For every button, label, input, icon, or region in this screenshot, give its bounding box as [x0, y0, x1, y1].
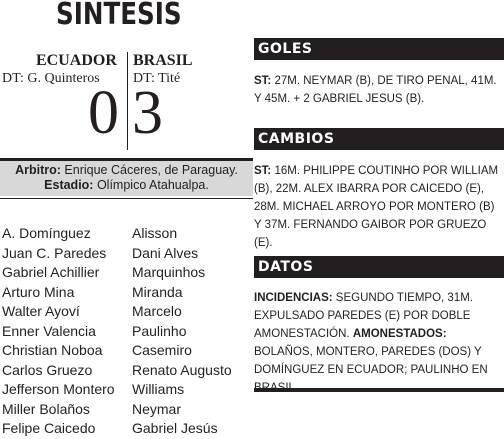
home-score: 0	[88, 79, 119, 147]
incidents-detail: SEGUNDO TIEMPO, 31M. EXPULSADO PAREDES (E) POR DOBLE AMONESTACIÓN.	[254, 292, 473, 340]
player-name: Miranda	[132, 283, 183, 300]
away-coach: DT: Tité	[133, 71, 181, 86]
goals-lead: ST:	[254, 75, 272, 87]
player-name: Walter Ayoví	[2, 303, 80, 319]
stadium-line	[0, 178, 253, 193]
player-name: Marquinhos	[132, 264, 206, 280]
player-name: Christian Noboa	[2, 342, 103, 358]
substitutions-heading: CAMBIOS	[254, 128, 504, 150]
player-name: A. Domínguez	[2, 225, 91, 241]
goals-text	[254, 72, 504, 108]
player-name: Casemiro	[132, 342, 192, 358]
stadium-label: Estadio:	[44, 178, 94, 192]
home-coach: DT: G. Quinteros	[2, 71, 100, 86]
cautions-label: AMONESTADOS:	[352, 328, 447, 340]
bottom-divider	[254, 388, 504, 392]
goals-detail: 27M. NEYMAR (B), DE TIRO PENAL, 41M. Y 45M. + 2 GABRIEL JESUS (B).	[254, 75, 497, 105]
player-name: Dani Alves	[132, 244, 199, 261]
referee-line	[0, 163, 253, 178]
score-divider	[127, 52, 128, 150]
player-name: Gabriel Achillier	[2, 264, 100, 280]
player-name: Carlos Gruezo	[2, 361, 93, 378]
incidents-label: INCIDENCIAS:	[254, 292, 333, 304]
away-team-name: BRASIL	[133, 52, 193, 69]
substitutions-text	[254, 162, 504, 252]
player-name: Alisson	[132, 225, 178, 241]
player-name: Enner Valencia	[2, 322, 96, 339]
player-name: Gabriel Jesús	[132, 420, 218, 436]
player-name: Felipe Caicedo	[2, 420, 96, 436]
referee-label: Arbitro:	[15, 163, 61, 177]
away-lineup	[132, 224, 232, 439]
player-name: Juan C. Paredes	[2, 244, 107, 261]
page-title: SINTESIS	[56, 0, 182, 32]
player-name: Arturo Mina	[2, 283, 75, 300]
substitutions-lead: ST:	[254, 165, 272, 177]
referee-value: Enrique Cáceres, de Paraguay.	[64, 163, 238, 177]
player-name: Renato Augusto	[132, 361, 232, 378]
player-name: Jefferson Montero	[2, 381, 115, 397]
officials-box	[0, 158, 253, 196]
player-name: Paulinho	[132, 322, 187, 339]
cautions-detail: BOLAÑOS, MONTERO, PAREDES (DOS) Y DOMÍNGUEZ EN ECUADOR; PAULINHO EN	[254, 346, 488, 376]
lineup-divider	[0, 198, 253, 199]
player-name: Neymar	[132, 400, 182, 417]
substitutions-detail: 16M. PHILIPPE COUTINHO POR WILLIAM (B), 22M. ALEX IBARRA POR CAICEDO (E), 28M. MICHAEL ARROYO POR MONTERO (B) Y 37M. FERNANDO GAIBOR POR GRUEZO (E).	[254, 165, 499, 249]
data-text	[254, 289, 504, 397]
goals-heading: GOLES	[254, 38, 504, 60]
home-lineup	[2, 224, 115, 439]
player-name: Williams	[132, 381, 185, 397]
away-score: 3	[132, 79, 163, 147]
player-name: Marcelo	[132, 303, 182, 319]
stadium-value: Olímpico Atahualpa.	[96, 178, 209, 192]
data-heading: DATOS	[254, 256, 504, 278]
home-team-name: ECUADOR	[36, 52, 117, 69]
player-name: Miller Bolaños	[2, 400, 90, 417]
